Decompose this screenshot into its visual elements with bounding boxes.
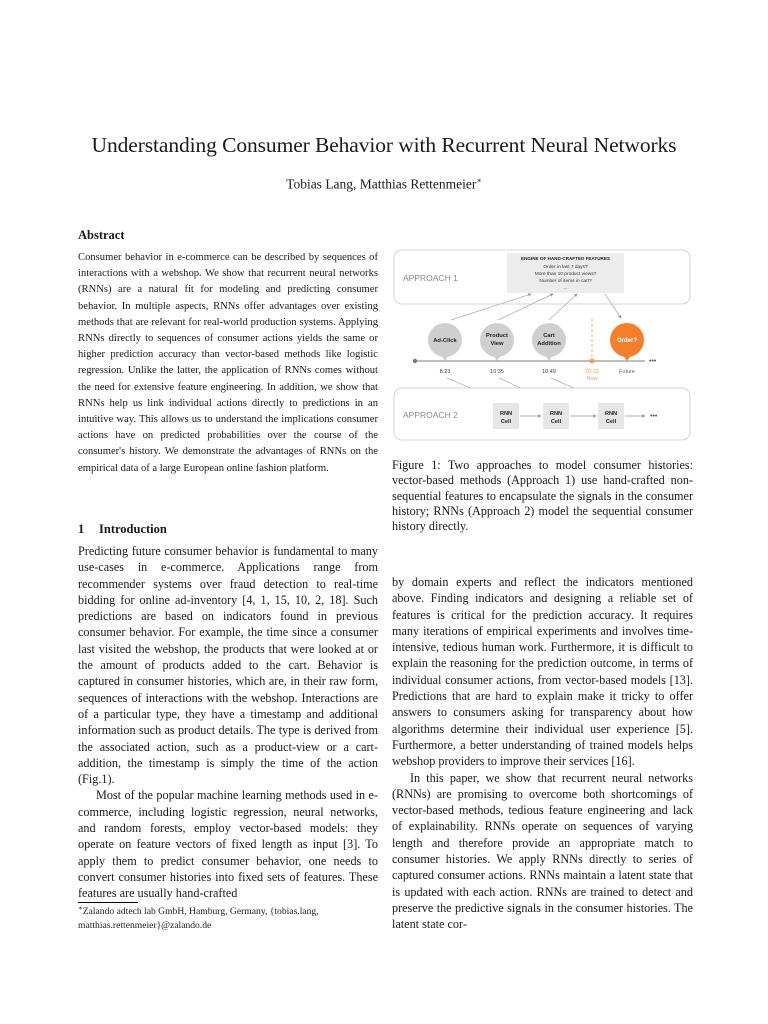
section-number: 1 xyxy=(78,522,85,536)
engine-title: ENGINE OF HAND-CRAFTED FEATURES xyxy=(521,256,610,261)
right-column-body xyxy=(392,574,693,933)
paper-title: Understanding Consumer Behavior with Recurrent Neural Networks xyxy=(91,133,677,157)
time-adclick: 8:23 xyxy=(439,369,451,375)
paper-authors xyxy=(0,176,768,193)
figure-caption: Figure 1: Two approaches to model consumer histories: vector-based methods (Approach 1) use hand-crafted non-sequential features to encapsulate the signals in the consumer history; RNNs (Approach 2) model the sequential consumer history directly. xyxy=(392,458,693,534)
introduction-body xyxy=(78,543,378,902)
event-label-cartaddition-2: Addition xyxy=(537,341,561,347)
rnn-cell-3-label-2: Cell xyxy=(605,419,617,425)
timeline-start-dot xyxy=(413,359,417,363)
bubble-tail xyxy=(545,355,553,361)
rnn-cell-1-label-2: Cell xyxy=(500,419,512,425)
rnn-cell-2-label-1: RNN xyxy=(549,411,563,417)
bubble-tail xyxy=(441,355,449,361)
approach2-label: APPROACH 2 xyxy=(403,410,458,420)
author-footnote-mark: ∗ xyxy=(476,176,482,185)
approach1-label: APPROACH 1 xyxy=(403,273,458,283)
engine-line-2: More than 10 product views? xyxy=(534,272,597,277)
time-now: 20:22 xyxy=(585,369,599,375)
right-paragraph-1: by domain experts and reflect the indicators mentioned above. Finding indicators and designing a reliable set of features is critical for the prediction accuracy. It requires many iterations of empirical experiments and involves time-intensive, tedious human work. Furthermore, it is difficult to explain the reasoning for the prediction outcome, in terms of individual consumer actions, from vector-based models [13]. Predictions that are hard to explain make it tricky to offer answers to consumers asking for transparency about how algorithms determine their individual user experience [5]. Furthermore, a better understanding of trained models helps webshop providers to improve their services [16]. xyxy=(392,575,693,769)
rnn-cell-2-label-2: Cell xyxy=(550,419,562,425)
right-paragraph-2: In this paper, we show that recurrent neural networks (RNNs) are promising to overcome both shortcomings of vector-based methods, tedious feature engineering and lack of explainability. RNNs operate on sequences of varying length and therefore provide an appropriate match to consumer histories. We apply RNNs directly to series of captured consumer actions. RNNs maintain a latent state that is updated with each action. RNNs are trained to detect and preserve the predictive signals in the consumer histories. The latent state cor- xyxy=(392,770,693,932)
engine-line-3: Number of items in cart? xyxy=(539,279,592,284)
event-label-adclick: Ad-Click xyxy=(433,338,457,344)
rnn-dots: ••• xyxy=(650,413,658,420)
rnn-cell-1-label-1: RNN xyxy=(499,411,513,417)
authors-text: Tobias Lang, Matthias Rettenmeier xyxy=(286,176,477,192)
abstract-heading: Abstract xyxy=(78,228,125,242)
future-label: Future xyxy=(619,369,635,375)
time-cartaddition: 10:49 xyxy=(542,369,556,375)
section-heading-introduction xyxy=(78,522,167,537)
event-label-cartaddition-1: Cart xyxy=(543,333,555,339)
now-label: Now xyxy=(586,376,598,382)
event-label-productview-1: Product xyxy=(486,333,508,339)
intro-paragraph-1: Predicting future consumer behavior is fundamental to many use-cases in e-commerce. Applications range from recommender systems over fraud detection to real-time bidding for online ad-inventory [4, 1, 15, 10, 2, 18]. Such predictions are based on indicators found in previous consumer behavior. For example, the time since a consumer last visited the webshop, the products that were looked at or the amount of products added to the cart. Behavior is captured in consumer histories, which are, in their raw form, sequences of interactions with the webshop. Interactions are of a particular type, they have a timestamp and additional information such as product details. The type is derived from the associated action, such as a product-view or a cart-addition, the timestamp is simply the time of the action (Fig.1). xyxy=(78,544,378,787)
footnote-mark: ∗ xyxy=(78,904,83,912)
timeline-dots: ••• xyxy=(649,358,657,365)
timeline-now-dot xyxy=(590,359,595,364)
footnote xyxy=(78,902,378,932)
time-productview: 10:35 xyxy=(490,369,504,375)
intro-paragraph-2: Most of the popular machine learning methods used in e-commerce, including logistic regression, neural networks, and random forests, employ vector-based models: they operate on feature vectors of fixed length as input [3]. To apply them to predict consumer behavior, one needs to convert consumer histories into fixed sets of features. These features are usually hand-crafted xyxy=(78,788,378,901)
section-title: Introduction xyxy=(99,522,167,536)
event-label-productview-2: View xyxy=(490,341,504,347)
engine-line-4: ... xyxy=(563,286,568,291)
footnote-text: Zalando adtech lab GmbH, Hamburg, Germany, {tobias.lang, matthias.rettenmeier}@zalando.de xyxy=(78,906,319,931)
bubble-tail xyxy=(493,355,501,361)
bubble-tail xyxy=(623,355,631,361)
rnn-cell-3-label-1: RNN xyxy=(604,411,618,417)
event-bubble-cartaddition xyxy=(532,323,566,357)
event-bubble-productview xyxy=(480,323,514,357)
order-label: Order? xyxy=(616,338,638,344)
abstract-text: Consumer behavior in e-commerce can be described by sequences of interactions with a webshop. We show that recurrent neural networks (RNNs) are a natural fit for modeling and predicting consumer behavior. In multiple aspects, RNNs offer advantages over existing methods that are relevant for real-world production systems. Applying RNNs directly to sequences of consumer actions yields the same or higher prediction accuracy than vector-based methods like logistic regression. Unlike the latter, the application of RNNs comes without the need for extensive feature engineering. In addition, we show that RNNs help us link individual actions directly to predictions in an intuitive way. This allows us to understand the implications consumer actions have on predicted probabilities over the course of the consumer's history. We demonstrate the advantages of RNNs on the empirical data of a large European online fashion platform. xyxy=(78,252,378,474)
figure-1 xyxy=(393,245,693,445)
engine-line-1: Order in last 7 days? xyxy=(543,265,588,270)
